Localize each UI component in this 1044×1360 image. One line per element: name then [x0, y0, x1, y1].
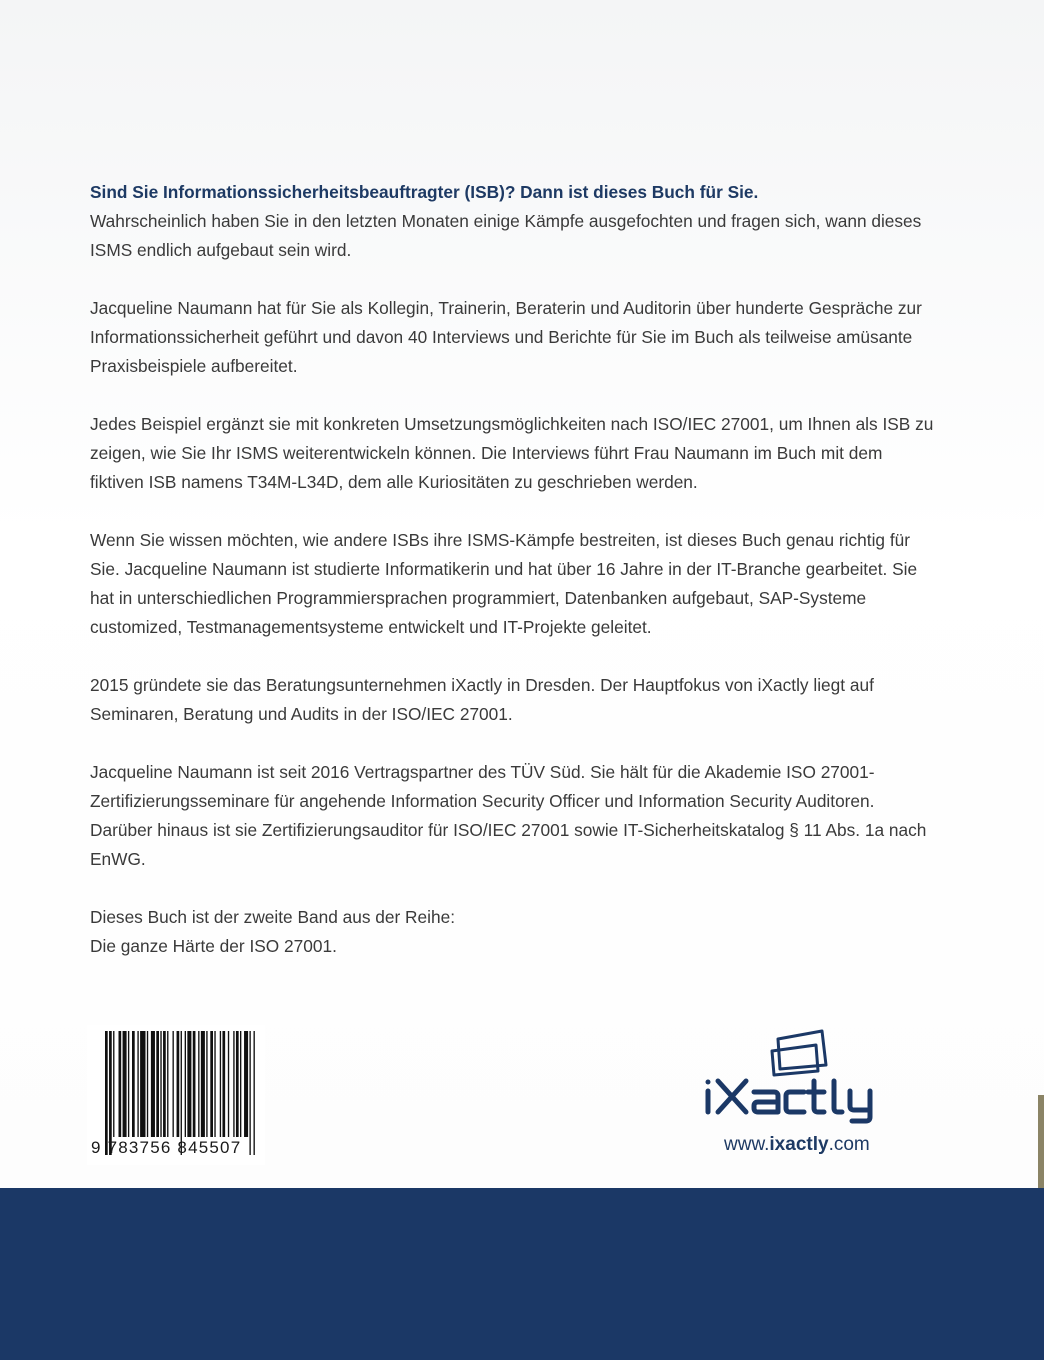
paragraph-intro: Wahrscheinlich haben Sie in den letzten Monaten einige Kämpfe ausgefochten und fragen sich, wann dieses ISMS endlich aufgebaut sein wird. — [90, 211, 922, 260]
paragraph-examples: Jedes Beispiel ergänzt sie mit konkreten Umsetzungsmöglichkeiten nach ISO/IEC 27001, um Ihnen als ISB zu zeigen, wie Sie Ihr ISMS weiterentwickeln können. Die Interviews führt Frau Naumann im Buch mit dem fiktiven ISB namens T34M-L34D, dem alle Kuriositäten zu geschrieben werden. — [90, 414, 934, 492]
barcode-bar — [244, 1031, 248, 1137]
barcode-bar — [254, 1031, 255, 1155]
barcode-bar — [128, 1031, 129, 1137]
barcode-bar — [151, 1031, 155, 1137]
barcode-bar — [185, 1031, 186, 1137]
website-url[interactable] — [724, 1134, 904, 1156]
barcode-bar — [132, 1031, 135, 1137]
url-prefix: www. — [724, 1134, 770, 1155]
barcode-bar — [233, 1031, 234, 1137]
paragraph-author-talks: Jacqueline Naumann hat für Sie als Kollegin, Trainerin, Beraterin und Auditorin über hunderte Gespräche zur Informationssicherheit geführt und davon 40 Interviews und Berichte für Sie im Buch als teilweise amüsante Praxisbeispiele aufbereitet. — [90, 298, 922, 376]
barcode-bar — [147, 1031, 148, 1137]
barcode-bar — [201, 1031, 205, 1137]
barcode-bar — [220, 1031, 221, 1137]
paragraph-series — [90, 903, 940, 961]
barcode-bar — [206, 1031, 207, 1137]
barcode-bar — [210, 1031, 213, 1137]
footer-band — [0, 1188, 1044, 1360]
isbn-barcode — [87, 1025, 265, 1165]
barcode-bar — [109, 1031, 112, 1155]
barcode-bar — [167, 1031, 168, 1137]
barcode-bar — [160, 1031, 161, 1137]
monitor-icon — [772, 1031, 826, 1075]
barcode-bar — [249, 1031, 250, 1155]
paragraph-tuev: Jacqueline Naumann ist seit 2016 Vertragspartner des TÜV Süd. Sie hält für die Akademie ISO 27001-Zertifizierungsseminare für angehende Information Security Officer und Information Security Auditoren. Darüber hinaus ist sie Zertifizierungsauditor für ISO/IEC 27001 sowie IT-Sicherheitskatalog § 11 Abs. 1a nach EnWG. — [90, 762, 927, 869]
barcode-bar — [181, 1031, 182, 1155]
barcode-bar — [137, 1031, 138, 1137]
blurb-text — [90, 178, 940, 961]
barcode-bar — [187, 1031, 191, 1137]
url-domain: ixactly — [769, 1134, 829, 1155]
barcode-bar — [222, 1031, 225, 1137]
barcode-bar — [236, 1031, 239, 1137]
barcode-bar — [177, 1031, 180, 1137]
barcode-bar — [156, 1031, 159, 1137]
barcode-bar — [140, 1031, 145, 1137]
logo-wordmark — [706, 1080, 871, 1122]
url-suffix: .com — [828, 1134, 870, 1155]
barcode-bar — [123, 1031, 127, 1137]
barcode-bar — [113, 1031, 114, 1137]
series-line-2: Die ganze Härte der ISO 27001. — [90, 936, 337, 956]
series-line-1: Dieses Buch ist der zweite Band aus der Reihe: — [90, 907, 456, 927]
headline: Sind Sie Informationssicherheitsbeauftragter (ISB)? Dann ist dieses Buch für Sie. — [90, 182, 759, 202]
barcode-bar — [105, 1031, 108, 1155]
barcode-bar — [193, 1031, 196, 1137]
barcode-bar — [214, 1031, 215, 1137]
barcode-bar — [198, 1031, 199, 1137]
barcode-bar — [119, 1031, 122, 1137]
paragraph-company: 2015 gründete sie das Beratungsunternehmen iXactly in Dresden. Der Hauptfokus von iXactly liegt auf Seminaren, Beratung und Audits in der ISO/IEC 27001. — [90, 675, 874, 724]
accent-stripe — [1038, 1095, 1044, 1188]
ixactly-logo — [700, 1025, 905, 1125]
barcode-bar — [240, 1031, 241, 1137]
barcode-digits: 9 783756 845507 — [91, 1138, 242, 1157]
barcode-bar — [173, 1031, 174, 1137]
barcode-bar — [228, 1031, 229, 1137]
paragraph-author-background: Wenn Sie wissen möchten, wie andere ISBs ihre ISMS-Kämpfe bestreiten, ist dieses Buch genau richtig für Sie. Jacqueline Naumann ist studierte Informatikerin und hat über 16 Jahre in der IT-Branche gearbeitet. Sie hat in unterschiedlichen Programmiersprachen programmiert, Datenbanken aufgebaut, SAP-Systeme customized, Testmanagementsysteme entwickelt und IT-Projekte geleitet. — [90, 530, 918, 637]
barcode-bar — [163, 1031, 166, 1137]
